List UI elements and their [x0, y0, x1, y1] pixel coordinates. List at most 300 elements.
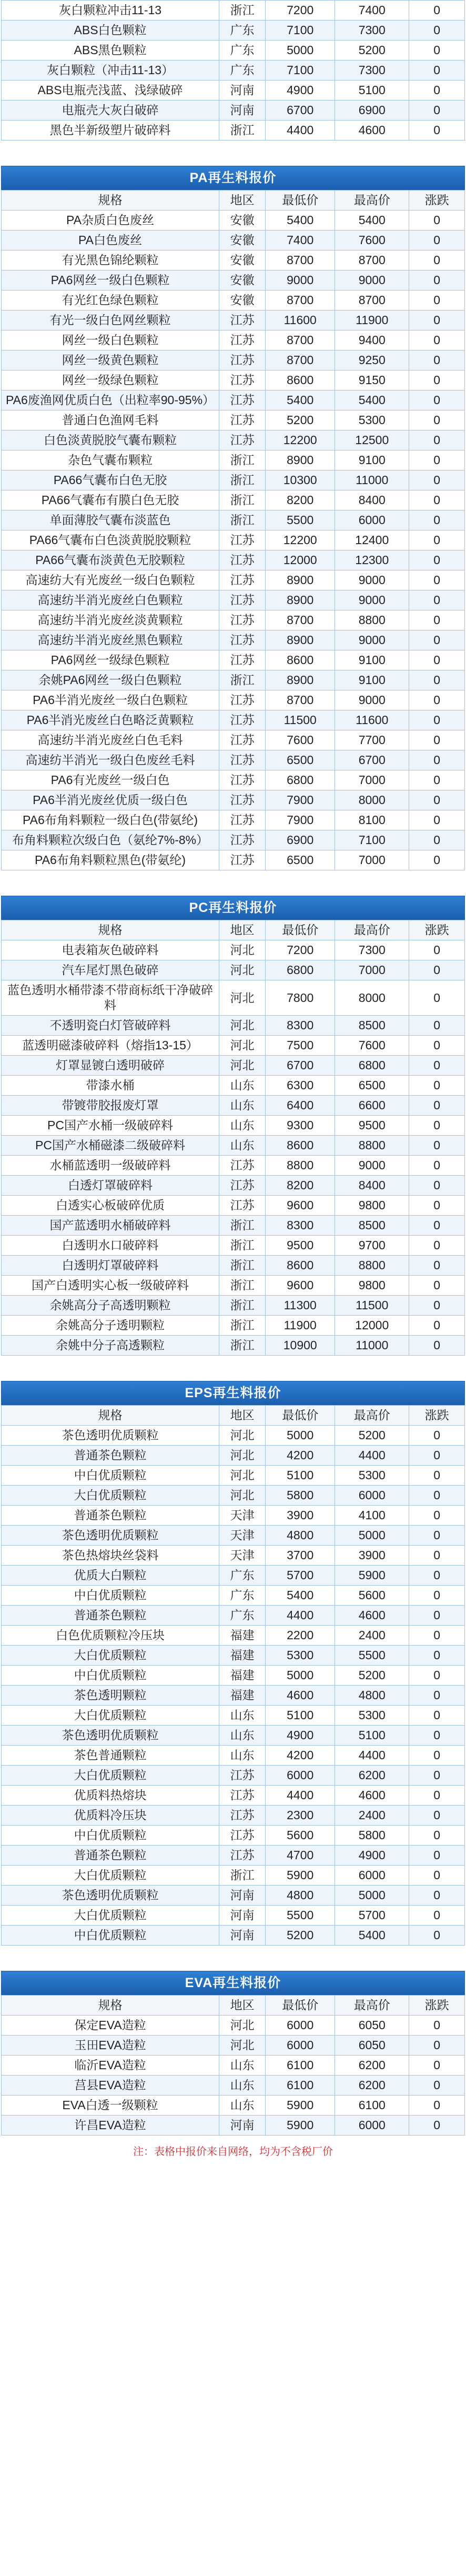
table-row — [2, 1156, 465, 1176]
cell-change: 0 — [409, 1886, 465, 1906]
cell-change: 0 — [409, 1766, 465, 1786]
cell-high-price: 11500 — [335, 1296, 409, 1316]
cell-name: PA6布角料颗粒一级白色(带氨纶) — [2, 810, 219, 830]
cell-high-price: 9000 — [335, 270, 409, 290]
cell-name: 中白优质颗粒 — [2, 1926, 219, 1946]
cell-change: 0 — [409, 1426, 465, 1446]
col-header-low: 最低价 — [266, 920, 335, 940]
cell-name: 优质大白颗粒 — [2, 1566, 219, 1586]
cell-area: 浙江 — [219, 1276, 266, 1296]
cell-low-price: 5000 — [266, 1426, 335, 1446]
cell-name: 单面薄胶气囊布淡蓝色 — [2, 510, 219, 530]
cell-area: 河南 — [219, 101, 266, 121]
col-header-change: 涨跌 — [409, 191, 465, 211]
cell-change: 0 — [409, 1846, 465, 1866]
cell-high-price: 6000 — [335, 1866, 409, 1886]
cell-name: PC国产水桶磁漆二级破碎料 — [2, 1136, 219, 1156]
cell-area: 江苏 — [219, 1806, 266, 1826]
cell-name: PA66气囊布白色无胶 — [2, 470, 219, 490]
eps-section — [1, 1381, 465, 1946]
section-spacer — [1, 1356, 465, 1381]
cell-area: 河南 — [219, 1926, 266, 1946]
cell-change: 0 — [409, 1646, 465, 1666]
cell-high-price: 5900 — [335, 1566, 409, 1586]
cell-area: 江苏 — [219, 790, 266, 810]
eva-section — [1, 1971, 465, 2136]
cell-change: 0 — [409, 1486, 465, 1506]
cell-change: 0 — [409, 1686, 465, 1706]
table-row — [2, 980, 465, 1016]
cell-area: 福建 — [219, 1646, 266, 1666]
cell-name: PA66气囊布白色淡黄脱胶颗粒 — [2, 530, 219, 550]
cell-area: 江苏 — [219, 750, 266, 770]
cell-high-price: 4600 — [335, 121, 409, 141]
table-row — [2, 1886, 465, 1906]
cell-change: 0 — [409, 81, 465, 101]
cell-name: 网丝一级白色颗粒 — [2, 330, 219, 350]
col-header-change: 涨跌 — [409, 920, 465, 940]
cell-change: 0 — [409, 1136, 465, 1156]
cell-high-price: 4600 — [335, 1606, 409, 1626]
table-row — [2, 530, 465, 550]
table-header-row — [2, 920, 465, 940]
table-row — [2, 1786, 465, 1806]
cell-high-price: 7400 — [335, 1, 409, 21]
table-row — [2, 1826, 465, 1846]
table-row — [2, 2016, 465, 2036]
cell-area: 河北 — [219, 1426, 266, 1446]
cell-high-price: 6100 — [335, 2096, 409, 2116]
cell-change: 0 — [409, 1256, 465, 1276]
cell-name: 临沂EVA造粒 — [2, 2056, 219, 2076]
cell-name: 国产白透明实心板一级破碎料 — [2, 1276, 219, 1296]
cell-area: 江苏 — [219, 1196, 266, 1216]
cell-high-price: 9250 — [335, 350, 409, 370]
cell-change: 0 — [409, 1116, 465, 1136]
table-row — [2, 211, 465, 230]
cell-name: 普通茶色颗粒 — [2, 1846, 219, 1866]
cell-low-price: 11600 — [266, 310, 335, 330]
cell-area: 浙江 — [219, 470, 266, 490]
cell-high-price: 5800 — [335, 1826, 409, 1846]
cell-low-price: 6000 — [266, 2016, 335, 2036]
cell-low-price: 8900 — [266, 670, 335, 690]
cell-high-price: 8800 — [335, 610, 409, 630]
cell-change: 0 — [409, 1826, 465, 1846]
cell-name: 蓝色透明水桶带漆不带商标纸干净破碎料 — [2, 980, 219, 1016]
cell-low-price: 7900 — [266, 810, 335, 830]
section-spacer — [1, 1946, 465, 1971]
cell-low-price: 2200 — [266, 1626, 335, 1646]
cell-name: 水桶蓝透明一级破碎料 — [2, 1156, 219, 1176]
table-row — [2, 1116, 465, 1136]
table-row — [2, 370, 465, 390]
table-row — [2, 41, 465, 61]
table-row — [2, 690, 465, 710]
col-header-high: 最高价 — [335, 920, 409, 940]
cell-high-price: 12400 — [335, 530, 409, 550]
cell-name: 大白优质颗粒 — [2, 1486, 219, 1506]
cell-change: 0 — [409, 1926, 465, 1946]
cell-area: 河北 — [219, 1466, 266, 1486]
cell-area: 河北 — [219, 1016, 266, 1036]
cell-low-price: 6700 — [266, 101, 335, 121]
table-row — [2, 670, 465, 690]
cell-low-price: 8700 — [266, 690, 335, 710]
table-row — [2, 1806, 465, 1826]
eps-price-table — [1, 1405, 465, 1946]
cell-change: 0 — [409, 2036, 465, 2056]
cell-name: 中白优质颗粒 — [2, 1586, 219, 1606]
cell-area: 江苏 — [219, 570, 266, 590]
table-row — [2, 630, 465, 650]
cell-change: 0 — [409, 810, 465, 830]
cell-low-price: 6800 — [266, 770, 335, 790]
cell-name: 优质料冷压块 — [2, 1806, 219, 1826]
cell-name: 保定EVA造粒 — [2, 2016, 219, 2036]
cell-low-price: 5500 — [266, 510, 335, 530]
cell-high-price: 5100 — [335, 81, 409, 101]
cell-area: 江苏 — [219, 630, 266, 650]
cell-high-price: 8500 — [335, 1216, 409, 1236]
cell-high-price: 4800 — [335, 1686, 409, 1706]
cell-area: 安徽 — [219, 290, 266, 310]
cell-change: 0 — [409, 1626, 465, 1646]
table-row — [2, 1276, 465, 1296]
cell-high-price: 5700 — [335, 1906, 409, 1926]
cell-name: ABS黑色颗粒 — [2, 41, 219, 61]
table-row — [2, 750, 465, 770]
cell-high-price: 8500 — [335, 1016, 409, 1036]
cell-name: 大白优质颗粒 — [2, 1706, 219, 1726]
cell-low-price: 5100 — [266, 1706, 335, 1726]
cell-area: 浙江 — [219, 670, 266, 690]
cell-area: 河南 — [219, 81, 266, 101]
pa-section — [1, 166, 465, 870]
table-row — [2, 1036, 465, 1056]
cell-change: 0 — [409, 570, 465, 590]
cell-high-price: 8400 — [335, 490, 409, 510]
cell-area: 山东 — [219, 2076, 266, 2096]
cell-name: PA6有光废丝一级白色 — [2, 770, 219, 790]
cell-area: 河北 — [219, 940, 266, 960]
cell-area: 天津 — [219, 1526, 266, 1546]
cell-area: 河北 — [219, 1036, 266, 1056]
cell-low-price: 5700 — [266, 1566, 335, 1586]
cell-low-price: 8300 — [266, 1016, 335, 1036]
cell-low-price: 4400 — [266, 121, 335, 141]
cell-high-price: 3900 — [335, 1546, 409, 1566]
cell-area: 山东 — [219, 1076, 266, 1096]
cell-name: 优质料热熔块 — [2, 1786, 219, 1806]
cell-change: 0 — [409, 470, 465, 490]
cell-high-price: 5400 — [335, 390, 409, 410]
cell-name: PA66气囊布淡黄色无胶颗粒 — [2, 550, 219, 570]
table-row — [2, 1546, 465, 1566]
table-row — [2, 2056, 465, 2076]
cell-change: 0 — [409, 1216, 465, 1236]
cell-area: 安徽 — [219, 230, 266, 250]
cell-high-price: 9800 — [335, 1276, 409, 1296]
table-row — [2, 1316, 465, 1336]
cell-area: 河北 — [219, 1056, 266, 1076]
cell-low-price: 5900 — [266, 2096, 335, 2116]
cell-change: 0 — [409, 1606, 465, 1626]
table-row — [2, 2076, 465, 2096]
cell-name: 电瓶壳大灰白破碎 — [2, 101, 219, 121]
cell-low-price: 4900 — [266, 1726, 335, 1746]
section-title: EVA再生料报价 — [1, 1971, 465, 1995]
cell-name: 高速纺半消光废丝白色颗粒 — [2, 590, 219, 610]
table-row — [2, 1296, 465, 1316]
cell-area: 天津 — [219, 1506, 266, 1526]
cell-low-price: 10300 — [266, 470, 335, 490]
table-row — [2, 230, 465, 250]
cell-name: 灰白颗粒冲击11-13 — [2, 1, 219, 21]
cell-change: 0 — [409, 690, 465, 710]
cell-high-price: 9150 — [335, 370, 409, 390]
cell-low-price: 8900 — [266, 630, 335, 650]
cell-high-price: 6200 — [335, 2056, 409, 2076]
table-row — [2, 101, 465, 121]
cell-name: 国产蓝透明水桶破碎料 — [2, 1216, 219, 1236]
cell-high-price: 6900 — [335, 101, 409, 121]
cell-name: PA6网丝一级绿色颗粒 — [2, 650, 219, 670]
cell-change: 0 — [409, 1906, 465, 1926]
table-row — [2, 550, 465, 570]
cell-low-price: 5300 — [266, 1646, 335, 1666]
cell-low-price: 7200 — [266, 1, 335, 21]
cell-change: 0 — [409, 510, 465, 530]
cell-area: 河南 — [219, 2116, 266, 2136]
cell-high-price: 5200 — [335, 1426, 409, 1446]
cell-name: 电表箱灰色破碎料 — [2, 940, 219, 960]
col-header-low: 最低价 — [266, 191, 335, 211]
table-row — [2, 810, 465, 830]
cell-high-price: 6600 — [335, 1096, 409, 1116]
cell-name: 带漆水桶 — [2, 1076, 219, 1096]
table-row — [2, 121, 465, 141]
table-row — [2, 1016, 465, 1036]
cell-high-price: 11000 — [335, 1336, 409, 1356]
cell-area: 江苏 — [219, 550, 266, 570]
table-header-row — [2, 1996, 465, 2016]
cell-name: 灰白颗粒（冲击11-13） — [2, 61, 219, 81]
cell-high-price: 9000 — [335, 590, 409, 610]
cell-low-price: 5400 — [266, 1586, 335, 1606]
cell-area: 河北 — [219, 1486, 266, 1506]
cell-high-price: 6050 — [335, 2036, 409, 2056]
cell-area: 安徽 — [219, 211, 266, 230]
cell-area: 江苏 — [219, 810, 266, 830]
cell-low-price: 6700 — [266, 1056, 335, 1076]
cell-low-price: 7500 — [266, 1036, 335, 1056]
cell-low-price: 5900 — [266, 1866, 335, 1886]
cell-high-price: 7000 — [335, 770, 409, 790]
cell-change: 0 — [409, 1076, 465, 1096]
cell-area: 山东 — [219, 1706, 266, 1726]
cell-change: 0 — [409, 2056, 465, 2076]
cell-area: 浙江 — [219, 490, 266, 510]
cell-high-price: 4400 — [335, 1446, 409, 1466]
cell-change: 0 — [409, 370, 465, 390]
table-row — [2, 1, 465, 21]
cell-low-price: 6300 — [266, 1076, 335, 1096]
cell-change: 0 — [409, 1506, 465, 1526]
cell-high-price: 6200 — [335, 2076, 409, 2096]
cell-high-price: 9100 — [335, 450, 409, 470]
cell-high-price: 7700 — [335, 730, 409, 750]
cell-name: 普通茶色颗粒 — [2, 1446, 219, 1466]
cell-change: 0 — [409, 530, 465, 550]
cell-change: 0 — [409, 940, 465, 960]
abs-price-table — [1, 0, 465, 141]
table-row — [2, 1486, 465, 1506]
cell-low-price: 8600 — [266, 1136, 335, 1156]
cell-high-price: 2400 — [335, 1806, 409, 1826]
cell-name: PA6布角料颗粒黑色(带氨纶) — [2, 850, 219, 870]
cell-name: 有光黑色锦纶颗粒 — [2, 250, 219, 270]
table-row — [2, 1606, 465, 1626]
cell-change: 0 — [409, 1276, 465, 1296]
table-row — [2, 1666, 465, 1686]
cell-name: 余姚高分子高透明颗粒 — [2, 1296, 219, 1316]
table-row — [2, 940, 465, 960]
cell-change: 0 — [409, 310, 465, 330]
cell-change: 0 — [409, 590, 465, 610]
cell-change: 0 — [409, 1706, 465, 1726]
col-header-high: 最高价 — [335, 1406, 409, 1426]
cell-high-price: 6200 — [335, 1766, 409, 1786]
footnote: 注：表格中报价来自网络，均为不含税厂价 — [133, 2146, 333, 2158]
cell-name: EVA白透一级颗粒 — [2, 2096, 219, 2116]
cell-area: 山东 — [219, 1136, 266, 1156]
cell-high-price: 9000 — [335, 630, 409, 650]
cell-change: 0 — [409, 270, 465, 290]
cell-area: 安徽 — [219, 270, 266, 290]
table-row — [2, 1766, 465, 1786]
table-row — [2, 1056, 465, 1076]
cell-area: 江苏 — [219, 1846, 266, 1866]
cell-name: PA6半消光废丝一级白色颗粒 — [2, 690, 219, 710]
cell-area: 河北 — [219, 960, 266, 980]
cell-high-price: 5200 — [335, 1666, 409, 1686]
cell-area: 江苏 — [219, 370, 266, 390]
cell-change: 0 — [409, 1336, 465, 1356]
table-row — [2, 960, 465, 980]
cell-area: 江苏 — [219, 710, 266, 730]
cell-change: 0 — [409, 980, 465, 1016]
cell-high-price: 11600 — [335, 710, 409, 730]
cell-low-price: 8900 — [266, 590, 335, 610]
cell-name: PA白色废丝 — [2, 230, 219, 250]
table-row — [2, 1746, 465, 1766]
cell-area: 江苏 — [219, 1826, 266, 1846]
cell-high-price: 5300 — [335, 1706, 409, 1726]
table-row — [2, 1176, 465, 1196]
table-row — [2, 1096, 465, 1116]
cell-high-price: 9000 — [335, 690, 409, 710]
cell-change: 0 — [409, 1866, 465, 1886]
cell-low-price: 10900 — [266, 1336, 335, 1356]
table-row — [2, 730, 465, 750]
table-row — [2, 650, 465, 670]
col-header-change: 涨跌 — [409, 1996, 465, 2016]
cell-area: 浙江 — [219, 1336, 266, 1356]
cell-area: 江苏 — [219, 1156, 266, 1176]
cell-low-price: 5000 — [266, 41, 335, 61]
pa-price-table — [1, 190, 465, 870]
cell-low-price: 7800 — [266, 980, 335, 1016]
table-row — [2, 1626, 465, 1646]
table-row — [2, 1136, 465, 1156]
cell-low-price: 6100 — [266, 2076, 335, 2096]
cell-name: 高速纺大有光废丝一级白色颗粒 — [2, 570, 219, 590]
cell-name: 余姚PA6网丝一级白色颗粒 — [2, 670, 219, 690]
cell-high-price: 9100 — [335, 650, 409, 670]
cell-area: 浙江 — [219, 1316, 266, 1336]
cell-low-price: 5400 — [266, 390, 335, 410]
col-header-name: 规格 — [2, 1996, 219, 2016]
cell-area: 广东 — [219, 61, 266, 81]
table-row — [2, 390, 465, 410]
cell-area: 浙江 — [219, 510, 266, 530]
cell-name: 高速纺半消光废丝白色毛料 — [2, 730, 219, 750]
cell-low-price: 7400 — [266, 230, 335, 250]
cell-name: 中白优质颗粒 — [2, 1826, 219, 1846]
cell-high-price: 8100 — [335, 810, 409, 830]
cell-change: 0 — [409, 650, 465, 670]
cell-low-price: 8700 — [266, 610, 335, 630]
cell-high-price: 9700 — [335, 1236, 409, 1256]
cell-area: 江苏 — [219, 830, 266, 850]
cell-high-price: 5600 — [335, 1586, 409, 1606]
cell-high-price: 4100 — [335, 1506, 409, 1526]
cell-high-price: 8700 — [335, 250, 409, 270]
cell-high-price: 6000 — [335, 2116, 409, 2136]
cell-high-price: 7000 — [335, 850, 409, 870]
table-row — [2, 1336, 465, 1356]
cell-change: 0 — [409, 211, 465, 230]
cell-low-price: 9300 — [266, 1116, 335, 1136]
cell-high-price: 5400 — [335, 1926, 409, 1946]
cell-name: 白透灯罩破碎料 — [2, 1176, 219, 1196]
cell-low-price: 5000 — [266, 1666, 335, 1686]
cell-change: 0 — [409, 2096, 465, 2116]
cell-change: 0 — [409, 790, 465, 810]
cell-area: 江苏 — [219, 430, 266, 450]
cell-name: 蓝透明磁漆破碎料（熔指13-15） — [2, 1036, 219, 1056]
cell-change: 0 — [409, 1786, 465, 1806]
cell-change: 0 — [409, 1056, 465, 1076]
table-row — [2, 770, 465, 790]
table-row — [2, 1586, 465, 1606]
cell-high-price: 4900 — [335, 1846, 409, 1866]
section-spacer — [1, 870, 465, 896]
cell-area: 山东 — [219, 2056, 266, 2076]
cell-change: 0 — [409, 121, 465, 141]
cell-area: 江苏 — [219, 770, 266, 790]
table-row — [2, 490, 465, 510]
cell-low-price: 8700 — [266, 290, 335, 310]
table-row — [2, 1526, 465, 1546]
cell-high-price: 6050 — [335, 2016, 409, 2036]
cell-low-price: 3900 — [266, 1506, 335, 1526]
cell-area: 河北 — [219, 2016, 266, 2036]
cell-name: 汽车尾灯黑色破碎 — [2, 960, 219, 980]
cell-area: 河北 — [219, 2036, 266, 2056]
cell-area: 江苏 — [219, 1786, 266, 1806]
